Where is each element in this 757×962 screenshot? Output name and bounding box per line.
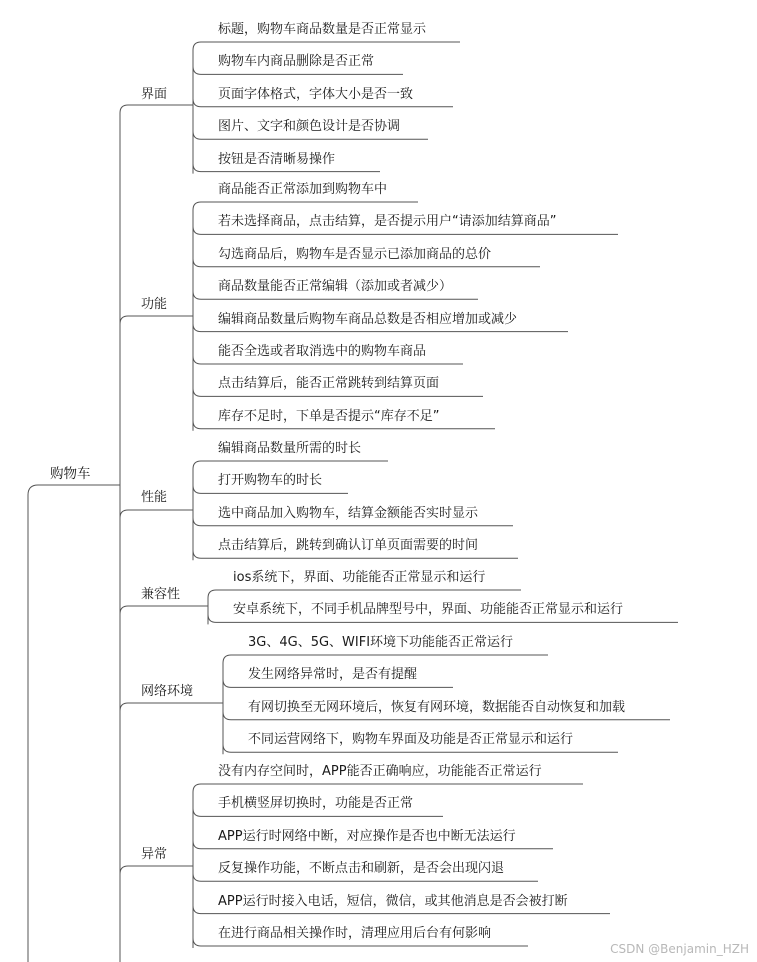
leaf-label: 编辑商品数量后购物车商品总数是否相应增加或减少 (218, 311, 518, 327)
leaf-label: 商品数量能否正常编辑（添加或者减少） (218, 279, 453, 295)
leaf-label: ios系统下，界面、功能能否正常显示和运行 (233, 570, 486, 585)
leaf-label: 按钮是否清晰易操作 (218, 151, 336, 167)
leaf-label: 选中商品加入购物车，结算金额能否实时显示 (218, 505, 479, 521)
leaf-label: 不同运营网络下，购物车界面及功能是否正常显示和运行 (248, 732, 574, 748)
leaf-label: 库存不足时，下单是否提示“库存不足” (218, 408, 440, 424)
leaf-label: 有网切换至无网环境后，恢复有网环境，数据能否自动恢复和加载 (248, 699, 626, 715)
leaf-label: 在进行商品相关操作时，清理应用后台有何影响 (218, 926, 492, 941)
leaf-label: 安卓系统下，不同手机品牌型号中，界面、功能能否正常显示和运行 (233, 602, 624, 618)
branch-label: 兼容性 (141, 587, 181, 602)
branch-label: 功能 (141, 297, 168, 312)
leaf-label: 购物车内商品删除是否正常 (218, 54, 375, 70)
leaf-label: 反复操作功能，不断点击和刷新，是否会出现闪退 (218, 861, 505, 877)
leaf-label: 图片、文字和颜色设计是否协调 (218, 119, 401, 135)
leaf-label: 能否全选或者取消选中的购物车商品 (218, 344, 427, 359)
leaf-label: 标题，购物车商品数量是否正常显示 (218, 22, 427, 37)
leaf-label: 勾选商品后，购物车是否显示已添加商品的总价 (218, 246, 492, 262)
leaf-label: 点击结算后，能否正常跳转到结算页面 (218, 376, 440, 392)
branch-label: 网络环境 (141, 684, 194, 699)
leaf-label: 若未选择商品，点击结算，是否提示用户“请添加结算商品” (218, 214, 557, 230)
root-node-label: 购物车 (50, 466, 91, 482)
leaf-label: 页面字体格式，字体大小是否一致 (218, 86, 414, 102)
branch-label: 界面 (141, 87, 168, 102)
watermark: CSDN @Benjamin_HZH (610, 942, 749, 956)
leaf-label: 商品能否正常添加到购物车中 (218, 182, 388, 197)
leaf-label: APP运行时网络中断，对应操作是否也中断无法运行 (218, 828, 516, 844)
leaf-label: APP运行时接入电话，短信，微信，或其他消息是否会被打断 (218, 893, 568, 909)
leaf-label: 发生网络异常时，是否有提醒 (248, 667, 418, 683)
branch-label: 性能 (141, 490, 168, 505)
branch-label: 异常 (141, 847, 168, 862)
leaf-label: 3G、4G、5G、WIFI环境下功能能否正常运行 (248, 635, 514, 650)
leaf-label: 打开购物车的时长 (218, 473, 323, 489)
leaf-label: 编辑商品数量所需的时长 (218, 441, 362, 456)
leaf-label: 没有内存空间时，APP能否正确响应，功能能否正常运行 (218, 764, 542, 779)
leaf-label: 点击结算后，跳转到确认订单页面需要的时间 (218, 538, 479, 554)
leaf-label: 手机横竖屏切换时，功能是否正常 (218, 796, 414, 812)
